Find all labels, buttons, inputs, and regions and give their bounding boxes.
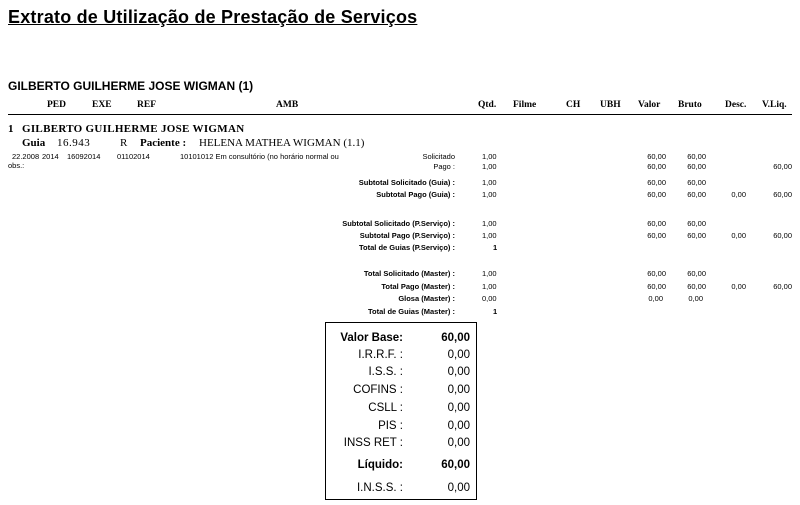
col-ubh: UBH: [600, 100, 621, 110]
summary-value: 0,00: [447, 366, 470, 378]
guia-number: 16.943: [57, 137, 91, 149]
subtotal-valor: 60,00: [647, 178, 666, 187]
item-ref: 01102014: [117, 152, 150, 161]
summary-row-cofins: [326, 384, 476, 398]
provider-heading: GILBERTO GUILHERME JOSE WIGMAN (1): [8, 79, 254, 93]
col-exe: EXE: [92, 100, 112, 110]
item-description: 10101012 Em consultório (no horário normal ou: [180, 152, 339, 161]
guia-label: Guia: [22, 137, 46, 149]
summary-value: 0,00: [447, 482, 470, 494]
item-row-bruto: 60,00: [687, 152, 706, 161]
summary-row-pis: [326, 420, 476, 434]
subtotal-vliq: 60,00: [773, 190, 792, 199]
subtotal-label: Subtotal Solicitado (P.Serviço) :: [342, 219, 455, 228]
summary-row-inss-ret: [326, 437, 476, 451]
summary-row-irrf: [326, 349, 476, 363]
summary-label: PIS :: [378, 420, 403, 432]
total-qtd: 1,00: [482, 282, 497, 291]
summary-label: CSLL :: [368, 402, 403, 414]
summary-label: Valor Base:: [340, 332, 403, 344]
item-row-label: Solicitado: [422, 152, 455, 161]
subtotal-qtd: 1,00: [482, 219, 497, 228]
subtotal-valor: 60,00: [647, 190, 666, 199]
subtotal-qtd: 1,00: [482, 178, 497, 187]
subtotal-desc: 0,00: [731, 190, 746, 199]
total-valor: 60,00: [647, 282, 666, 291]
summary-value: 60,00: [441, 459, 470, 471]
glosa-qtd: 0,00: [482, 294, 497, 303]
col-desc: Desc.: [725, 100, 747, 110]
total-desc: 0,00: [731, 282, 746, 291]
subtotal-valor: 60,00: [647, 219, 666, 228]
subtotal-label: Subtotal Pago (P.Serviço) :: [359, 231, 455, 240]
subtotal-desc: 0,00: [731, 231, 746, 240]
total-vliq: 60,00: [773, 282, 792, 291]
patient-label: Paciente :: [140, 137, 187, 149]
item-row-valor: 60,00: [647, 162, 666, 171]
item-row-valor: 60,00: [647, 152, 666, 161]
total-bruto: 60,00: [687, 282, 706, 291]
report-title: Extrato de Utilização de Prestação de Serviços: [8, 7, 418, 27]
summary-row-valor-base: [326, 332, 476, 346]
item-row-qtd: 1,00: [482, 152, 497, 161]
col-qtd: Qtd.: [478, 100, 497, 110]
summary-label: I.S.S. :: [368, 366, 403, 378]
total-guias-count: 1: [493, 307, 498, 316]
subtotal-bruto: 60,00: [687, 178, 706, 187]
subtotal-qtd: 1,00: [482, 231, 497, 240]
summary-label: I.N.S.S. :: [356, 482, 403, 494]
summary-value: 0,00: [447, 420, 470, 432]
summary-row-iss: [326, 366, 476, 380]
subtotal-valor: 60,00: [647, 231, 666, 240]
summary-label: COFINS :: [353, 384, 403, 396]
summary-row-inss: [326, 482, 476, 496]
col-bruto: Bruto: [678, 100, 702, 110]
subtotal-label: Subtotal Pago (Guia) :: [376, 190, 455, 199]
item-obs: obs.:: [8, 161, 25, 170]
summary-value: 0,00: [447, 437, 470, 449]
glosa-valor: 0,00: [648, 294, 663, 303]
total-guias-label: Total de Guias (Master) :: [368, 307, 455, 316]
subtotal-bruto: 60,00: [687, 190, 706, 199]
col-valor: Valor: [638, 100, 661, 110]
item-exe: 16092014: [67, 152, 101, 161]
item-ped: 22.2008: [12, 152, 40, 161]
total-bruto: 60,00: [687, 269, 706, 278]
summary-value: 0,00: [447, 402, 470, 414]
summary-label: INSS RET :: [343, 437, 403, 449]
item-row-label: Pago :: [433, 162, 455, 171]
col-ref: REF: [137, 100, 156, 110]
total-label: Total Solicitado (Master) :: [363, 269, 455, 278]
master-number: 1: [8, 123, 14, 135]
summary-label: Líquido:: [357, 459, 403, 471]
summary-value: 60,00: [441, 332, 470, 344]
item-row-qtd: 1,00: [482, 162, 497, 171]
col-ch: CH: [566, 100, 581, 110]
summary-row-csll: [326, 402, 476, 416]
subtotal-bruto: 60,00: [687, 231, 706, 240]
total-guias-count: 1: [493, 243, 498, 252]
glosa-label: Glosa (Master) :: [398, 294, 455, 303]
item-row-bruto: 60,00: [687, 162, 706, 171]
summary-value: 0,00: [447, 349, 470, 361]
summary-row-liquido: [326, 459, 476, 473]
summary-box: [325, 322, 477, 500]
header-divider: [8, 114, 792, 115]
col-ped: PED: [47, 100, 66, 110]
patient-name: HELENA MATHEA WIGMAN (1.1): [199, 137, 365, 149]
total-qtd: 1,00: [482, 269, 497, 278]
subtotal-label: Subtotal Solicitado (Guia) :: [358, 178, 455, 187]
total-valor: 60,00: [647, 269, 666, 278]
glosa-bruto: 0,00: [688, 294, 703, 303]
col-vliq: V.Liq.: [762, 100, 787, 110]
item-row-vliq: 60,00: [773, 162, 792, 171]
summary-label: I.R.R.F. :: [358, 349, 403, 361]
item-ped-year: 2014: [42, 152, 59, 161]
subtotal-bruto: 60,00: [687, 219, 706, 228]
total-guias-label: Total de Guias (P.Serviço) :: [359, 243, 455, 252]
guia-type: R: [120, 137, 128, 149]
master-name: GILBERTO GUILHERME JOSE WIGMAN: [22, 123, 245, 135]
col-filme: Filme: [513, 100, 537, 110]
summary-value: 0,00: [447, 384, 470, 396]
total-label: Total Pago (Master) :: [381, 282, 455, 291]
col-amb: AMB: [276, 100, 299, 110]
subtotal-vliq: 60,00: [773, 231, 792, 240]
subtotal-qtd: 1,00: [482, 190, 497, 199]
